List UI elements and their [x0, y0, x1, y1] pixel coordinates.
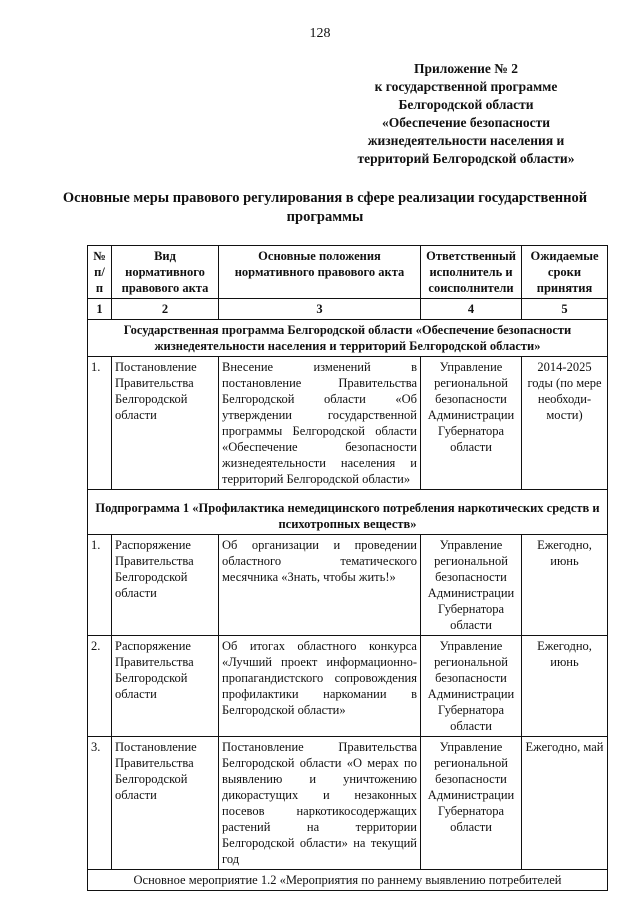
row-term: 2014-2025 годы (по мере необходи-мости)	[522, 357, 608, 490]
appendix-line: «Обеспечение безопасности	[381, 115, 551, 130]
table-row	[88, 636, 608, 737]
table-row	[88, 357, 608, 490]
table-row	[88, 737, 608, 870]
row-executor: Управление региональной безопасности Администрации Губернатора области	[421, 636, 522, 737]
subprogram-heading-row	[88, 490, 608, 535]
program-heading: Государственная программа Белгородской области «Обеспечение безопасности жизнедеятельности населения и территорий Белгородской области»	[88, 320, 608, 357]
row-content: Об итогах областного конкурса «Лучший проект информационно-пропагандистского сопровождения профилактики наркомании в Белгородской области»	[219, 636, 421, 737]
column-number: 1	[88, 299, 112, 320]
row-act-type: Постановление Правительства Белгородской области	[112, 737, 219, 870]
column-number: 4	[421, 299, 522, 320]
column-number-row	[88, 299, 608, 320]
header-term: Ожидаемые сроки принятия	[522, 246, 608, 299]
footer-heading: Основное мероприятие 1.2 «Мероприятия по раннему выявлению потребителей	[88, 870, 608, 891]
header-num: № п/п	[88, 246, 112, 299]
row-executor: Управление региональной безопасности Администрации Губернатора области	[421, 535, 522, 636]
table-header-row	[88, 246, 608, 299]
row-term: Ежегодно, июнь	[522, 636, 608, 737]
row-num: 1.	[88, 357, 112, 490]
column-number: 3	[219, 299, 421, 320]
row-act-type: Распоряжение Правительства Белгородской области	[112, 636, 219, 737]
row-num: 1.	[88, 535, 112, 636]
appendix-line: территорий Белгородской области»	[357, 151, 575, 166]
header-content: Основные положения нормативного правового акта	[219, 246, 421, 299]
row-executor: Управление региональной безопасности Администрации Губернатора области	[421, 357, 522, 490]
appendix-line: жизнедеятельности населения и	[367, 133, 565, 148]
row-content: Об организации и проведении областного тематического месячника «Знать, чтобы жить!»	[219, 535, 421, 636]
document-title: Основные меры правового регулирования в сфере реализации государственной программы	[62, 190, 588, 225]
header-executor: Ответственный исполнитель и соисполнители	[421, 246, 522, 299]
page-number: 128	[309, 26, 331, 41]
column-number: 5	[522, 299, 608, 320]
appendix-line: Белгородской области	[398, 97, 534, 112]
footer-heading-row	[88, 870, 608, 891]
row-num: 2.	[88, 636, 112, 737]
row-act-type: Постановление Правительства Белгородской области	[112, 357, 219, 490]
row-term: Ежегодно, май	[522, 737, 608, 870]
row-executor: Управление региональной безопасности Администрации Губернатора области	[421, 737, 522, 870]
appendix-line: Приложение № 2	[414, 61, 518, 76]
program-heading-row	[88, 320, 608, 357]
subprogram-heading: Подпрограмма 1 «Профилактика немедицинского потребления наркотических средств и психотропных веществ»	[88, 490, 608, 535]
header-type: Вид нормативного правового акта	[112, 246, 219, 299]
row-num: 3.	[88, 737, 112, 870]
table-row	[88, 535, 608, 636]
row-act-type: Распоряжение Правительства Белгородской области	[112, 535, 219, 636]
row-term: Ежегодно, июнь	[522, 535, 608, 636]
appendix-line: к государственной программе	[374, 79, 558, 94]
regulation-table	[87, 245, 608, 891]
row-content: Постановление Правительства Белгородской области «О мерах по выявлению и уничтожению дикорастущих и незаконных посевов наркотикосодержащих растений на территории Белгородской области» на текущий год	[219, 737, 421, 870]
row-content: Внесение изменений в постановление Правительства Белгородской области «Об утверждении государственной программы Белгородской области «Обеспечение безопасности жизнедеятельности населения и территорий Белгородской области»	[219, 357, 421, 490]
column-number: 2	[112, 299, 219, 320]
appendix-block	[340, 60, 592, 168]
